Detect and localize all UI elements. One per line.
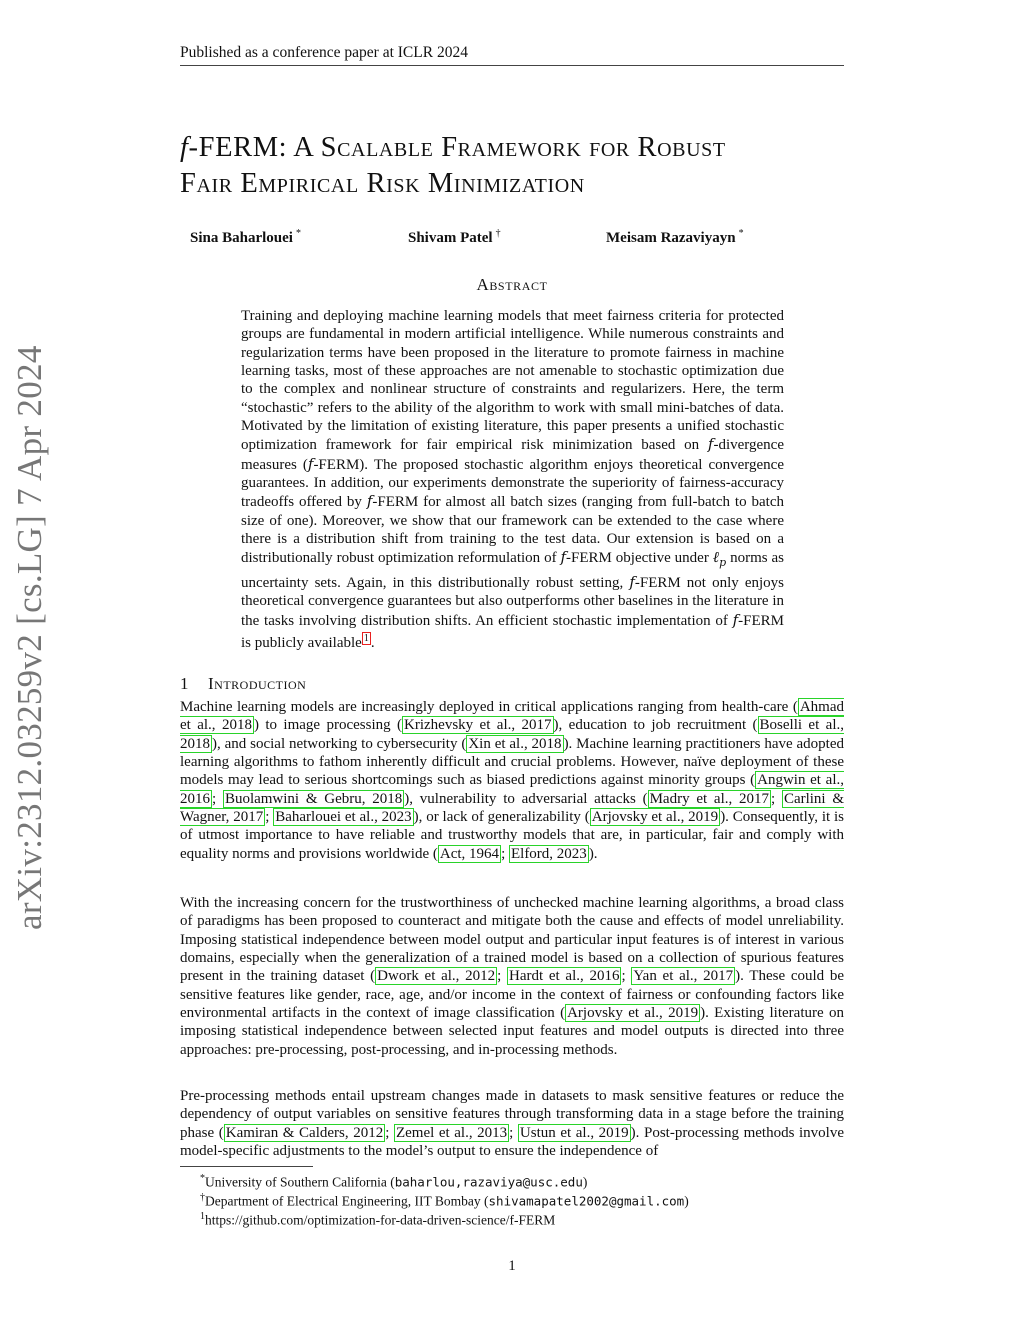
citation-link[interactable]: Ustun et al., 2019 bbox=[519, 1124, 629, 1141]
author-2 bbox=[408, 228, 501, 247]
paper-title bbox=[180, 130, 860, 202]
title-line1: -FERM: A Scalable Framework for Robust bbox=[188, 132, 726, 163]
title-f: f bbox=[180, 132, 189, 163]
page-number: 1 bbox=[508, 1258, 516, 1274]
email-link[interactable]: shivamapatel2002@gmail.com bbox=[488, 1193, 685, 1209]
author-3 bbox=[606, 228, 744, 247]
intro-paragraph-2: With the increasing concern for the trustworthiness of unchecked machine learning algorithms, a broad class of paradigms has been proposed to counteract and mitigate both the cause and effects of model unreliability. Imposing statistical independence between model output and particular input features is of interest in various domains, especially when the generalization of a trained model is based on a collection of spurious features present in the training dataset ( Dwork et al., 2012 ; Hardt et al., 2016 ; Yan et al., 2017 ). These could be sensitive features like gender, race, age, and/or income in the context of fairness or confounding factors like environmental artifacts in the context of image classification ( Arjovsky et al., 2019 ). Existing literature on imposing statistical independence between selected input features and model outputs is directed into three approaches: pre-processing, post-processing, and in-processing methods. bbox=[180, 895, 845, 1058]
footnote-3: $^1$https://github.com/optimization-for-data-driven-science/f-FERM bbox=[200, 1211, 556, 1228]
citation-link[interactable]: Yan et al., 2017 bbox=[633, 968, 734, 985]
citation-link[interactable]: Arjovsky et al., 2019 bbox=[591, 809, 719, 826]
citation-link[interactable]: Dwork et al., 2012 bbox=[377, 968, 496, 985]
footnote-link[interactable]: 1 bbox=[363, 632, 369, 644]
footnote-rule bbox=[180, 1166, 313, 1167]
author-name: Shivam Patel bbox=[408, 230, 493, 246]
citation-link[interactable]: Arjovsky et al., 2019 bbox=[567, 1005, 699, 1022]
citation-link[interactable]: Zemel et al., 2013 bbox=[395, 1124, 508, 1141]
section-heading: 1 Introduction bbox=[180, 674, 307, 693]
citation-link[interactable]: Boselli et al., 2018 bbox=[180, 717, 844, 752]
citation-link[interactable]: Baharlouei et al., 2023 bbox=[275, 809, 412, 826]
citation-link[interactable]: Kamiran & Calders, 2012 bbox=[225, 1124, 384, 1141]
citation-link[interactable]: Krizhevsky et al., 2017 bbox=[404, 717, 552, 734]
author-name: Sina Baharlouei bbox=[190, 230, 293, 246]
author-mark: * bbox=[738, 228, 744, 239]
header-rule bbox=[180, 65, 844, 66]
citation-link[interactable]: Carlini & Wagner, 2017 bbox=[180, 790, 845, 826]
citation-link[interactable]: Ahmad et al., 2018 bbox=[180, 699, 844, 734]
footnote-1: *University of Southern California (baharlou,razaviya@usc.edu) bbox=[200, 1173, 588, 1190]
citation-link[interactable]: Hardt et al., 2016 bbox=[509, 968, 620, 985]
footnote-2: †Department of Electrical Engineering, IIT Bombay (shivamapatel2002@gmail.com) bbox=[200, 1192, 689, 1209]
title-line2: Fair Empirical Risk Minimization bbox=[180, 168, 585, 199]
intro-paragraph-3: Pre-processing methods entail upstream changes made in datasets to mask sensitive features or reduce the dependency of output variables on sensitive features through transforming data in a stage before the training phase ( Kamiran & Calders, 2012 ; Zemel et al., 2013 ; Ustun et al., 2019 ). Post-processing methods involve model-specific adjustments to the model’s output to ensure the independence of bbox=[180, 1088, 844, 1160]
abstract-heading: Abstract bbox=[476, 275, 548, 294]
email-link[interactable]: baharlou,razaviya@usc.edu bbox=[394, 1174, 583, 1190]
author-mark: * bbox=[295, 228, 301, 239]
url-link[interactable]: https://github.com/optimization-for-data-driven-science/f-FERM bbox=[205, 1212, 556, 1228]
abstract-body: Training and deploying machine learning models that meet fairness criteria for protected groups are fundamental in modern artificial intelligence. While numerous constraints and regularization terms have been proposed in the literature to promote fairness in machine learning tasks, most of these approaches are not amenable to stochastic optimization due to the complex and nonlinear structure of constraints and regularizers. Here, the term “stochastic” refers to the ability of the algorithm to work with small mini-batches of data. Motivated by the limitation of existing literature, this paper presents a unified stochastic optimization framework for fair empirical risk minimization based on f-divergence measures (f-FERM). The proposed stochastic algorithm enjoys theoretical convergence guarantees. In addition, our experiments demonstrate the superiority of fairness-accuracy tradeoffs offered by f-FERM for almost all batch sizes (ranging from full-batch to batch size of one). Moreover, we show that our framework can be extended to the case where there is a distribution shift from training to the test data. Our extension is based on a distributionally robust optimization reformulation of f-FERM objective under ℓ$_p$ norms as uncertainty sets. Again, in this distributionally robust setting, f-FERM not only enjoys theoretical convergence guarantees but also outperforms other baselines in the literature in the tasks involving distribution shifts. An efficient stochastic implementation of f-FERM is publicly available $^1$ . bbox=[241, 308, 784, 651]
author-name: Meisam Razaviyayn bbox=[606, 230, 736, 246]
intro-paragraph-1: Machine learning models are increasingly deployed in critical applications ranging from health-care ( Ahmad et al., 2018 ) to image processing ( Krizhevsky et al., 2017 ), education to job recruitment ( Boselli et al., 2018 ), and social networking to cybersecurity ( Xin et al., 2018 ). Machine learning practitioners have adopted learning algorithms to fathom inherently difficult and crucial problems. However, naïve deployment of these models may lead to serious shortcomings such as biased predictions against minority groups ( Angwin et al., 2016 ; Buolamwini & Gebru, 2018 ), vulnerability to adversarial attacks ( Madry et al., 2017 ; Carlini & Wagner, 2017 ; Baharlouei et al., 2023 ), or lack of generalizability ( Arjovsky et al., 2019 ). Consequently, it is of utmost importance to have reliable and trustworthy models that are, in particular, fair and comply with equality norms and provisions worldwide ( Act, 1964 ; Elford, 2023 ). bbox=[180, 699, 845, 862]
arxiv-stamp: arXiv:2312.03259v2 [cs.LG] 7 Apr 2024 bbox=[10, 345, 49, 930]
citation-link[interactable]: Xin et al., 2018 bbox=[468, 735, 562, 752]
running-header: Published as a conference paper at ICLR 2024 bbox=[180, 44, 468, 61]
author-1 bbox=[190, 228, 301, 247]
author-mark: † bbox=[495, 228, 501, 239]
citation-link[interactable]: Buolamwini & Gebru, 2018 bbox=[224, 790, 403, 807]
citation-link[interactable]: Angwin et al., 2016 bbox=[180, 772, 844, 807]
citation-link[interactable]: Madry et al., 2017 bbox=[649, 790, 769, 807]
citation-link[interactable]: Elford, 2023 bbox=[510, 845, 587, 862]
citation-link[interactable]: Act, 1964 bbox=[439, 845, 500, 862]
